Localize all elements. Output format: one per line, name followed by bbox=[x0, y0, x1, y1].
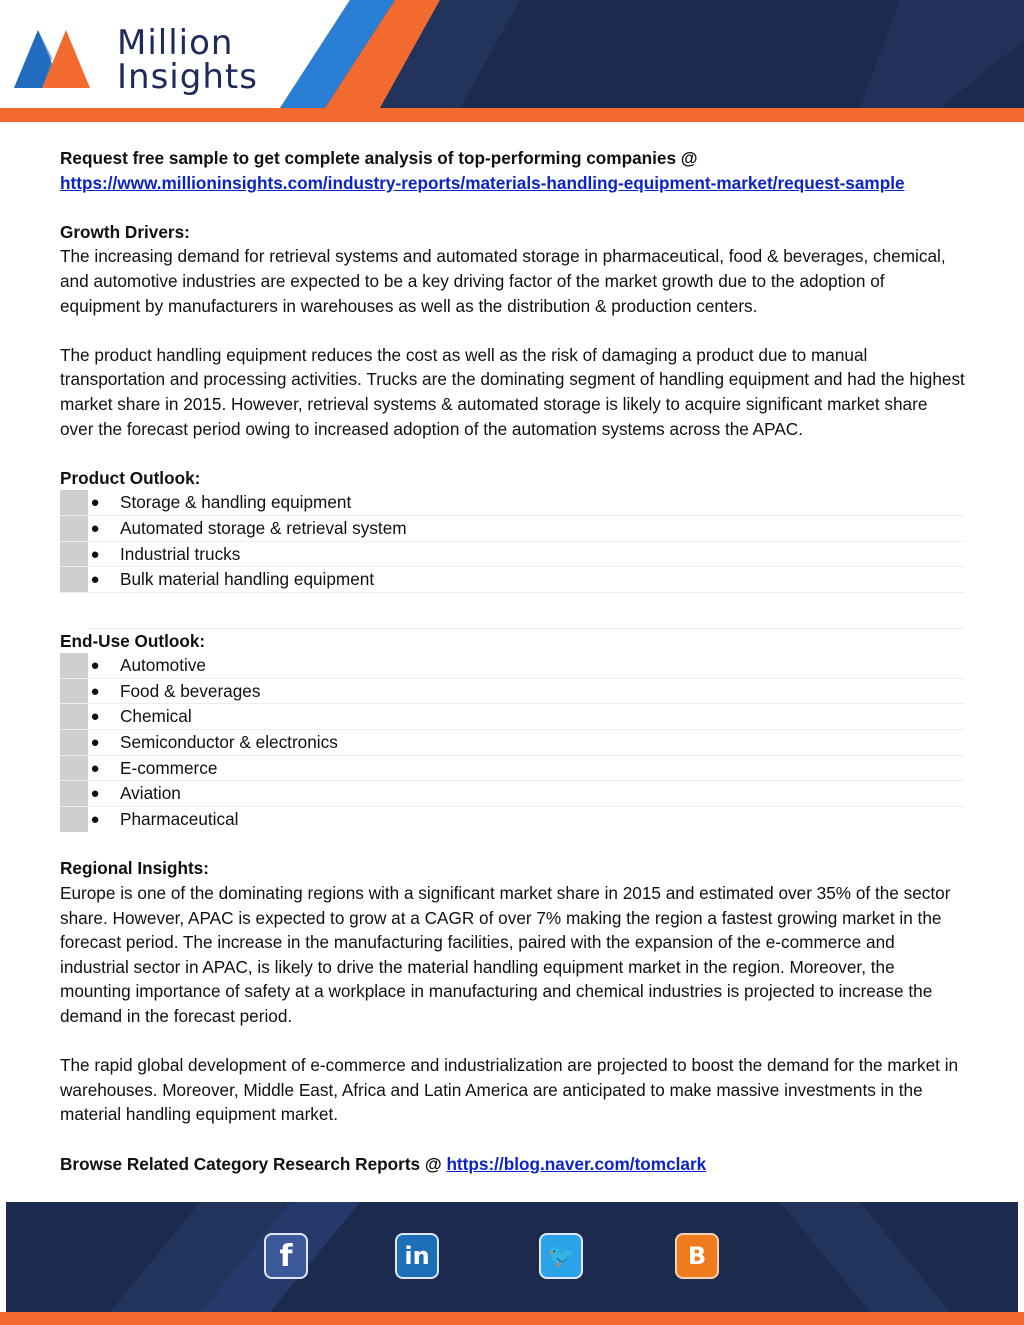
list-item: ● Industrial trucks bbox=[60, 542, 965, 568]
bullet-icon: ● bbox=[90, 759, 100, 777]
list-item: ● Chemical bbox=[60, 704, 965, 730]
list-divider bbox=[88, 605, 965, 629]
end-use-outlook-heading: End-Use Outlook: bbox=[60, 630, 206, 651]
footer-background bbox=[0, 1202, 1024, 1325]
product-outlook-list bbox=[60, 490, 965, 592]
list-item: ● Automated storage & retrieval system bbox=[60, 516, 965, 542]
page-header bbox=[0, 0, 1024, 122]
regional-insights-heading: Regional Insights: bbox=[60, 858, 209, 879]
bullet-icon: ● bbox=[90, 810, 100, 828]
browse-related-reports bbox=[60, 1152, 965, 1177]
bullet-icon: ● bbox=[90, 519, 100, 537]
bullet-icon: ● bbox=[90, 708, 100, 726]
facebook-icon[interactable]: f bbox=[264, 1233, 308, 1279]
blogger-icon[interactable]: B bbox=[675, 1233, 719, 1279]
million-insights-logo bbox=[12, 22, 262, 102]
bullet-icon: ● bbox=[90, 682, 100, 700]
regional-insights-paragraph-1: Europe is one of the dominating regions with a significant market share in 2015 and estimated over 35% of the sector share. However, APAC is expected to grow at a CAGR of over 7% making the region a fastest growing market in the forecast period. The increase in the manufacturing facilities, paired with the expansion of the e-commerce and industrial sector in APAC, is likely to drive the material handling equipment market in the region. Moreover, the mounting importance of safety at a workplace in manufacturing and chemical industries is projected to increase the demand in the forecast period. bbox=[60, 883, 951, 1026]
logo-mark bbox=[12, 22, 112, 102]
list-item: ● Semiconductor & electronics bbox=[60, 730, 965, 756]
bullet-icon: ● bbox=[90, 571, 100, 589]
browse-related-text: Browse Related Category Research Reports @ bbox=[60, 1153, 442, 1174]
growth-drivers-heading: Growth Drivers: bbox=[60, 221, 190, 242]
twitter-icon[interactable]: 🐦 bbox=[539, 1233, 583, 1279]
bullet-icon: ● bbox=[90, 734, 100, 752]
end-use-outlook-list bbox=[60, 653, 965, 832]
list-item: ● Bulk material handling equipment bbox=[60, 567, 965, 593]
logo-text-line2: Insights bbox=[117, 57, 258, 97]
list-item: ● Pharmaceutical bbox=[60, 807, 965, 833]
bullet-icon: ● bbox=[90, 545, 100, 563]
linkedin-icon[interactable]: in bbox=[395, 1233, 439, 1279]
list-item: ● Food & beverages bbox=[60, 679, 965, 705]
list-item: ● Automotive bbox=[60, 653, 965, 679]
browse-related-link[interactable]: https://blog.naver.com/tomclark bbox=[446, 1153, 707, 1174]
request-sample-link[interactable]: https://www.millioninsights.com/industry-reports/materials-handling-equipment-market/request-sample bbox=[60, 172, 905, 193]
bullet-icon: ● bbox=[90, 657, 100, 675]
bullet-icon: ● bbox=[90, 494, 100, 512]
growth-drivers-paragraph-2: The product handling equipment reduces the cost as well as the risk of damaging a product due to manual transportation and processing activities. Trucks are the dominating segment of handling equipment and had the highest market share in 2015. However, retrieval systems & automated storage is likely to acquire significant market share over the forecast period owing to increased adoption of the automation systems across the APAC. bbox=[60, 344, 965, 439]
list-item: ● Storage & handling equipment bbox=[60, 490, 965, 516]
document-body bbox=[60, 146, 965, 1176]
request-sample-text: Request free sample to get complete analysis of top-performing companies @ bbox=[60, 148, 698, 168]
regional-insights-paragraph-2: The rapid global development of e-commerce and industrialization are projected to boost the demand for the market in warehouses. Moreover, Middle East, Africa and Latin America are anticipated to make massive investments in the material handling equipment market. bbox=[60, 1055, 959, 1125]
product-outlook-heading: Product Outlook: bbox=[60, 467, 201, 488]
logo-text-line1: Million bbox=[117, 23, 234, 63]
list-item: ● E-commerce bbox=[60, 756, 965, 782]
list-item: ● Aviation bbox=[60, 781, 965, 807]
growth-drivers-paragraph-1: The increasing demand for retrieval systems and automated storage in pharmaceutical, food & beverages, chemical, and automotive industries are expected to be a key driving factor of the market growth due to the adoption of equipment by manufacturers in warehouses as well as the distribution & production centers. bbox=[60, 246, 946, 316]
bullet-icon: ● bbox=[90, 785, 100, 803]
page-footer bbox=[0, 1202, 1024, 1325]
